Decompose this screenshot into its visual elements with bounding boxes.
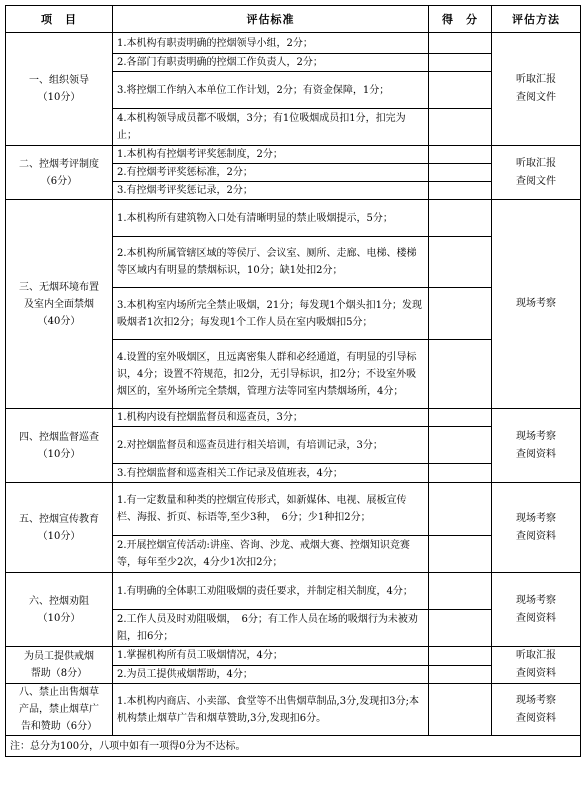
score-cell[interactable] xyxy=(429,340,492,409)
category-line: 三、无烟环境布置 xyxy=(19,281,99,293)
category-line: 八、禁止出售烟草 xyxy=(19,687,99,698)
method-cell xyxy=(492,146,581,200)
category-line: 二、控烟考评制度 xyxy=(19,158,99,170)
method-cell xyxy=(492,200,581,409)
method-line: 听取汇报 xyxy=(516,74,556,85)
category-line: 四、控烟监督巡查 xyxy=(19,431,99,443)
category-line: 产品，禁止烟草广 xyxy=(19,704,99,715)
score-cell[interactable] xyxy=(429,427,492,464)
table-note: 注：总分为100分，八项中如有一项得0分为不达标。 xyxy=(6,736,581,757)
header-score: 得 分 xyxy=(429,6,492,33)
score-cell[interactable] xyxy=(429,288,492,340)
method-line: 查阅文件 xyxy=(516,175,556,187)
score-cell[interactable] xyxy=(429,164,492,182)
method-line: 现场考察 xyxy=(516,512,556,524)
score-cell[interactable] xyxy=(429,409,492,427)
standard-item: 2.有控烟考评奖惩标准，2分； xyxy=(113,164,429,182)
standard-item: 1.有明确的全体职工劝阻吸烟的责任要求，并制定相关制度，4分； xyxy=(113,573,429,610)
header-standard: 评估标准 xyxy=(113,6,429,33)
standard-item: 2.各部门有职责明确的控烟工作负责人，2分； xyxy=(113,54,429,72)
category-line: （40分） xyxy=(37,315,81,327)
category-line: 五、控烟宣传教育 xyxy=(19,513,99,525)
method-line: 现场考察 xyxy=(516,694,556,706)
standard-item: 3.将控烟工作纳入本单位工作计划，2分；有资金保障，1分； xyxy=(113,72,429,109)
category-line: （10分） xyxy=(37,530,81,542)
score-cell[interactable] xyxy=(429,109,492,146)
table-row xyxy=(6,200,581,237)
method-line: 查阅资料 xyxy=(516,448,556,460)
score-cell[interactable] xyxy=(429,610,492,647)
standard-item: 1.掌握机构所有员工吸烟情况，4分； xyxy=(113,647,429,666)
score-cell[interactable] xyxy=(429,647,492,666)
standard-item: 3.有控烟考评奖惩记录，2分； xyxy=(113,182,429,200)
score-cell[interactable] xyxy=(429,464,492,483)
method-line: 查阅资料 xyxy=(516,530,556,542)
category-line: 及室内全面禁烟 xyxy=(24,298,94,310)
standard-item: 2.开展控烟宣传活动:讲座、咨询、沙龙、戒烟大赛、控烟知识竞赛等，每年至少2次，4分少1次扣2分； xyxy=(113,536,429,573)
method-line: 现场考察 xyxy=(516,594,556,606)
score-cell[interactable] xyxy=(429,200,492,237)
category-cell xyxy=(6,573,113,647)
score-cell[interactable] xyxy=(429,237,492,288)
method-cell xyxy=(492,409,581,483)
method-line: 听取汇报 xyxy=(516,650,556,661)
table-row xyxy=(6,146,581,164)
score-cell[interactable] xyxy=(429,182,492,200)
category-cell xyxy=(6,33,113,146)
category-cell xyxy=(6,409,113,483)
category-cell xyxy=(6,483,113,573)
standard-item: 1.本机构所有建筑物入口处有清晰明显的禁止吸烟提示，5分； xyxy=(113,200,429,237)
method-cell xyxy=(492,573,581,647)
score-cell[interactable] xyxy=(429,54,492,72)
method-line: 现场考察 xyxy=(516,298,556,309)
category-line: （10分） xyxy=(37,612,81,624)
category-line: 帮助（8分） xyxy=(30,668,88,679)
category-line: （6分） xyxy=(40,175,78,187)
table-row xyxy=(6,684,581,736)
method-line: 查阅文件 xyxy=(516,92,556,103)
method-cell xyxy=(492,33,581,146)
category-line: 六、控烟劝阻 xyxy=(29,595,89,607)
method-cell xyxy=(492,684,581,736)
category-line: （10分） xyxy=(37,92,81,103)
score-cell[interactable] xyxy=(429,72,492,109)
score-cell[interactable] xyxy=(429,146,492,164)
standard-item: 2.本机构所属管辖区域的等侯厅、会议室、厕所、走廊、电梯、楼梯等区域内有明显的禁烟标识，10分；缺1处扣2分； xyxy=(113,237,429,288)
table-row xyxy=(6,409,581,427)
score-cell[interactable] xyxy=(429,684,492,736)
header-method: 评估方法 xyxy=(492,6,581,33)
method-line: 查阅资料 xyxy=(516,612,556,624)
method-line: 听取汇报 xyxy=(516,157,556,169)
table-row xyxy=(6,483,581,536)
method-line: 查阅资料 xyxy=(516,712,556,724)
standard-item: 3.有控烟监督和巡查相关工作记录及值班表，4分； xyxy=(113,464,429,483)
category-cell xyxy=(6,200,113,409)
standard-item: 1.本机构有职责明确的控烟领导小组，2分； xyxy=(113,33,429,54)
score-cell[interactable] xyxy=(429,483,492,536)
evaluation-table xyxy=(5,5,581,757)
method-cell xyxy=(492,483,581,573)
method-line: 现场考察 xyxy=(516,430,556,442)
standard-item: 2.工作人员及时劝阻吸烟， 6分；有工作人员在场的吸烟行为未被劝阻，扣6分； xyxy=(113,610,429,647)
category-cell xyxy=(6,647,113,684)
table-row xyxy=(6,573,581,610)
note-row xyxy=(6,736,581,757)
standard-item: 1.本机构内商店、小卖部、食堂等不出售烟草制品,3分,发现扣3分;本机构禁止烟草广告和烟草赞助,3分,发现扣6分。 xyxy=(113,684,429,736)
category-cell xyxy=(6,684,113,736)
method-cell xyxy=(492,647,581,684)
table-body xyxy=(6,33,581,736)
score-cell[interactable] xyxy=(429,573,492,610)
standard-item: 2.为员工提供戒烟帮助，4分； xyxy=(113,665,429,684)
score-cell[interactable] xyxy=(429,33,492,54)
standard-item: 4.本机构领导成员都不吸烟，3分；有1位吸烟成员扣1分，扣完为止； xyxy=(113,109,429,146)
standard-item: 3.本机构室内场所完全禁止吸烟，21分；每发现1个烟头扣1分；发现吸烟者1次扣2分；每发现1个工作人员在室内吸烟扣5分； xyxy=(113,288,429,340)
category-line: 告和赞助（6分） xyxy=(20,721,98,732)
standard-item: 4.设置的室外吸烟区，且远离密集人群和必经通道，有明显的引导标识，4分；设置不符规范，扣2分，无引导标识，扣2分；不设室外吸烟区的，室外场所完全禁烟，管理方法等同室内禁烟场所，4分； xyxy=(113,340,429,409)
score-cell[interactable] xyxy=(429,536,492,573)
method-line: 查阅资料 xyxy=(516,668,556,679)
category-line: 一、组织领导 xyxy=(29,75,89,86)
table-row xyxy=(6,33,581,54)
score-cell[interactable] xyxy=(429,665,492,684)
header-item: 项 目 xyxy=(6,6,113,33)
standard-item: 1.本机构有控烟考评奖惩制度，2分； xyxy=(113,146,429,164)
category-line: （10分） xyxy=(37,448,81,460)
header-row xyxy=(6,6,581,33)
standard-item: 1.有一定数量和种类的控烟宣传形式，如新媒体、电视、展板宣传栏、海报、折页、标语等,至少3种， 6分；少1种扣2分； xyxy=(113,483,429,536)
standard-item: 1.机构内设有控烟监督员和巡查员，3分； xyxy=(113,409,429,427)
standard-item: 2.对控烟监督员和巡查员进行相关培训，有培训记录，3分； xyxy=(113,427,429,464)
category-line: 为员工提供戒烟 xyxy=(24,651,94,662)
table-row xyxy=(6,647,581,666)
category-cell xyxy=(6,146,113,200)
